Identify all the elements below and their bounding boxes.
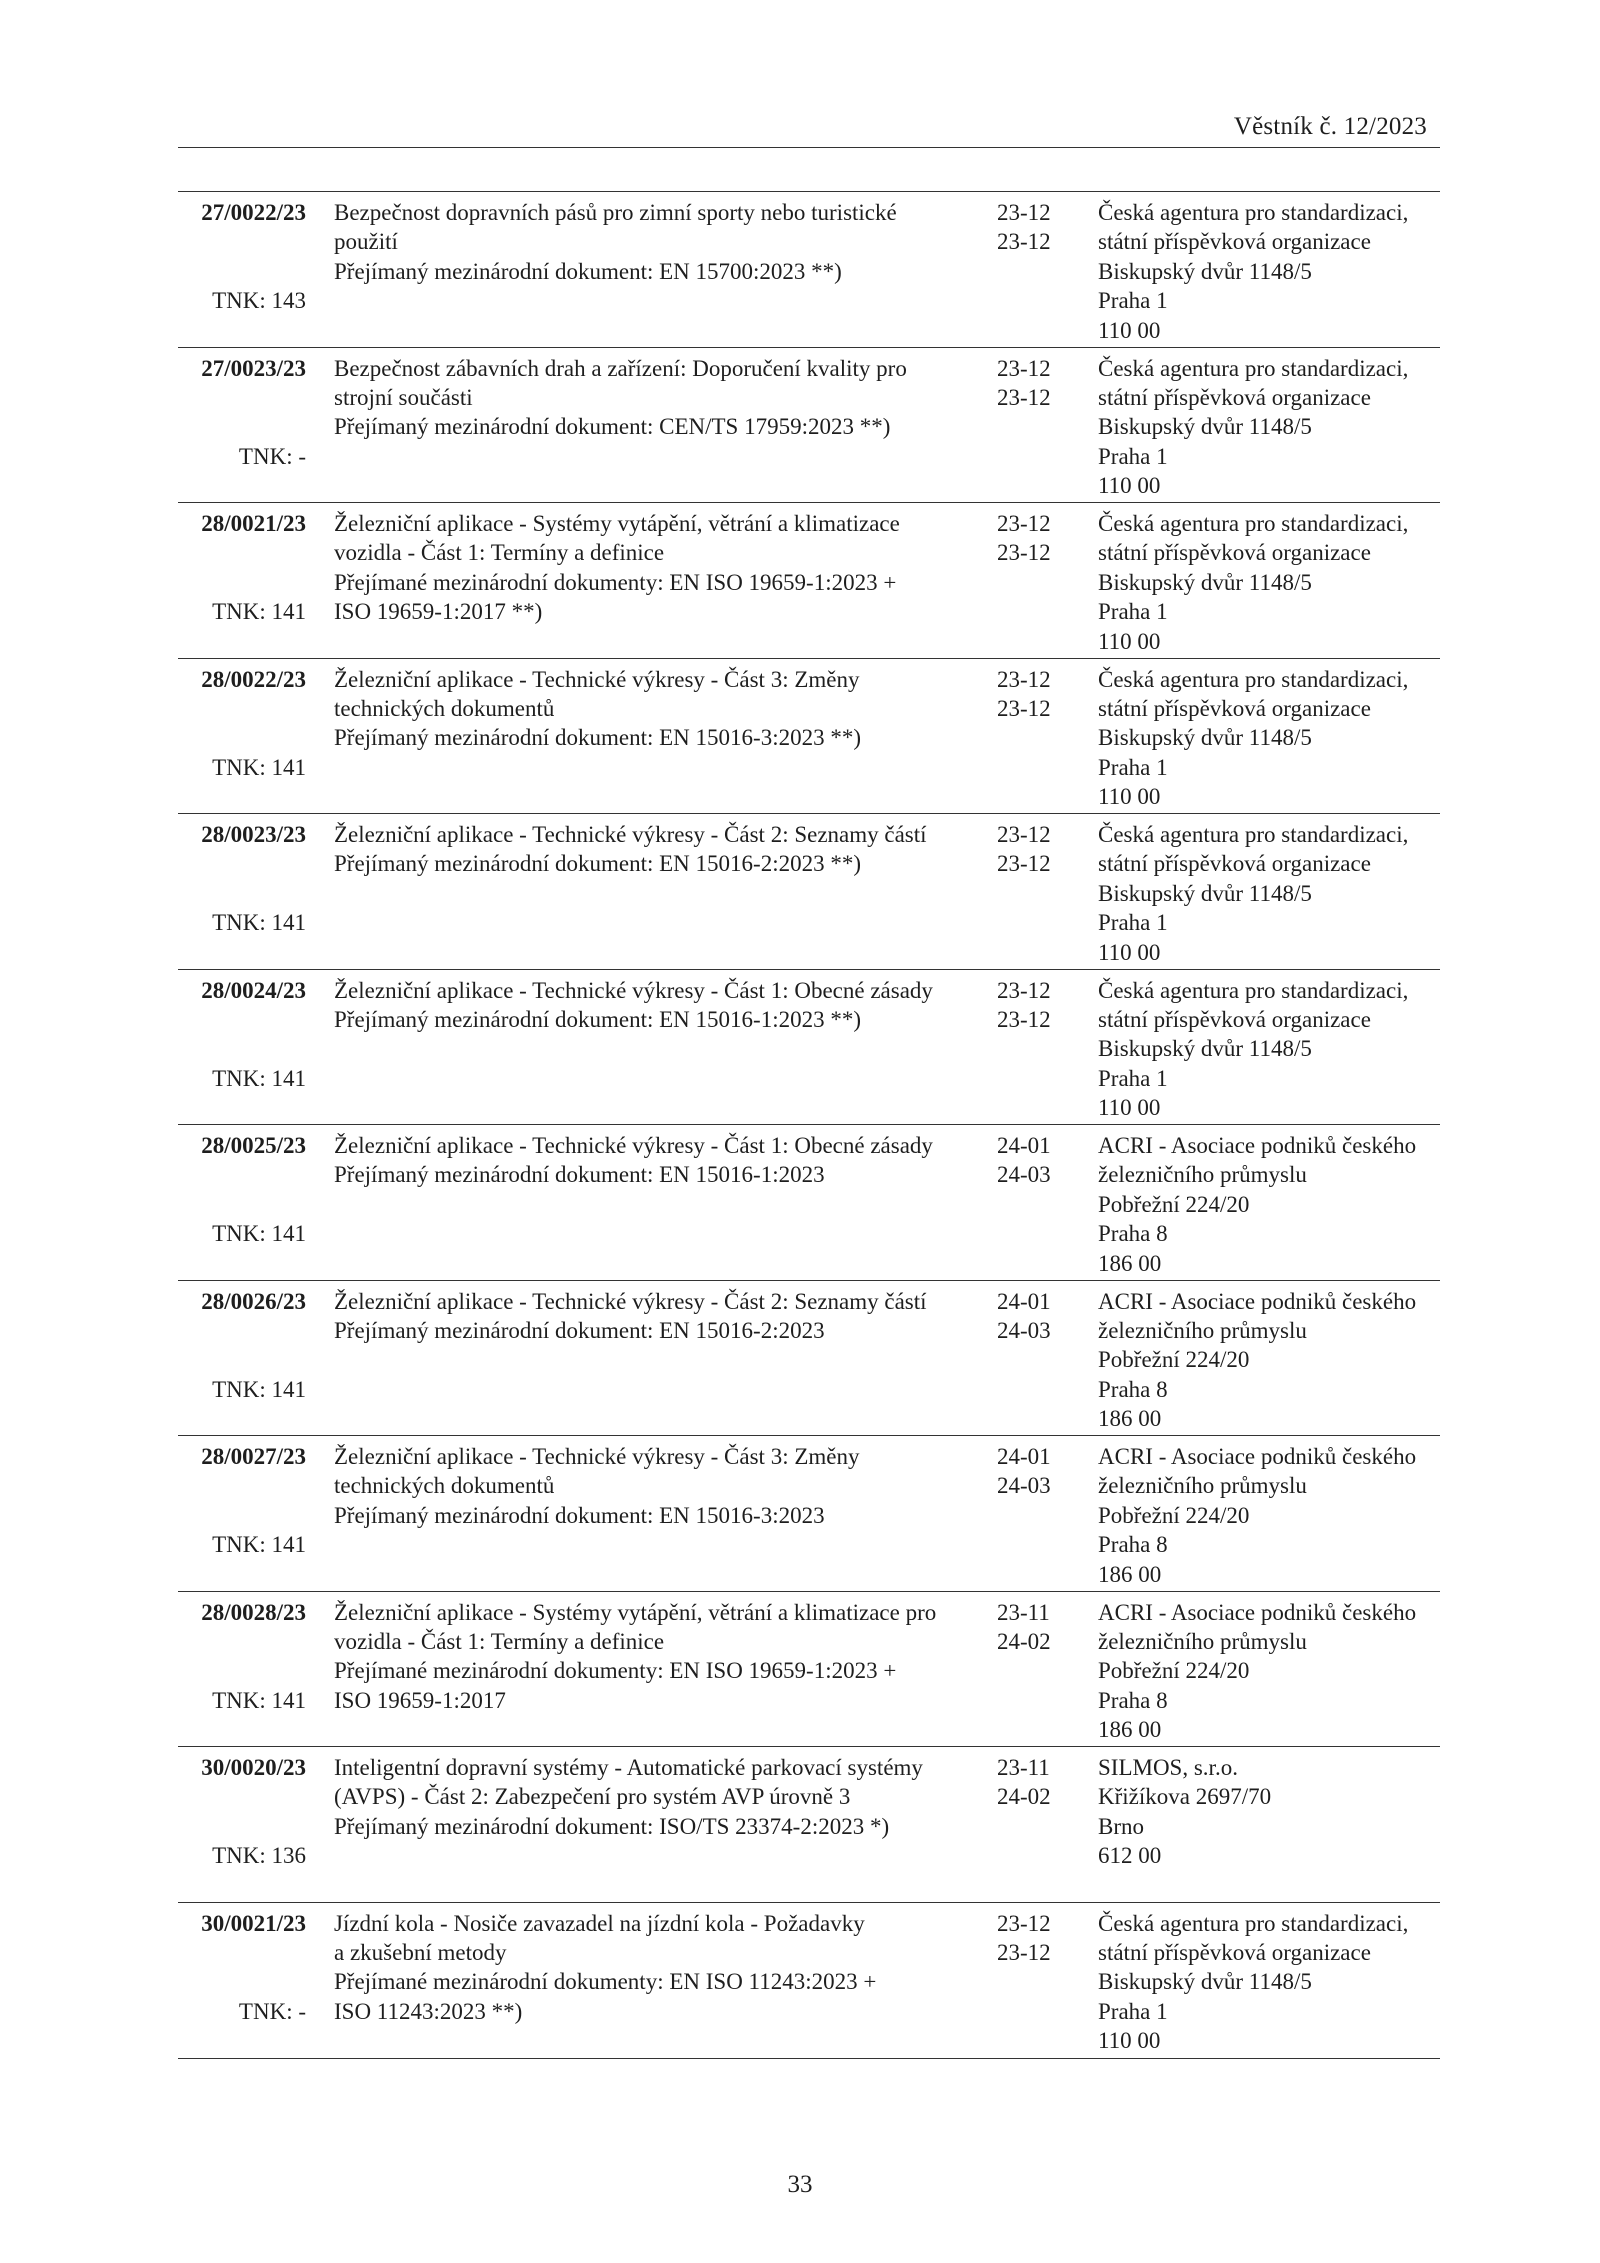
- document-title: [334, 820, 974, 879]
- date-value: 23-12: [997, 355, 1051, 381]
- table-row: [178, 1280, 1440, 1436]
- organization-address: [1098, 1287, 1443, 1434]
- organization-address: [1098, 665, 1443, 812]
- address-line: Biskupský dvůr 1148/5: [1098, 414, 1312, 440]
- tnk-label: TNK: 143: [212, 288, 306, 313]
- organization-address: [1098, 1909, 1443, 2056]
- address-line: 110 00: [1098, 2028, 1161, 2054]
- address-line: Praha 1: [1098, 443, 1168, 469]
- tnk-label: TNK: 141: [212, 1376, 306, 1402]
- address-line: 186 00: [1098, 1250, 1162, 1276]
- table-row: [178, 347, 1440, 503]
- date-value: 23-12: [997, 384, 1051, 410]
- tnk-label: TNK: 141: [212, 1065, 306, 1091]
- table-row: [178, 658, 1440, 814]
- tnk-label: TNK: 141: [212, 754, 306, 780]
- address-line: 110 00: [1098, 1095, 1161, 1121]
- date-value: 24-01: [997, 1444, 1051, 1469]
- dates: [997, 509, 1067, 568]
- date-value: 24-02: [997, 1784, 1051, 1810]
- tnk-label: TNK: 141: [212, 1221, 306, 1246]
- date-value: 23-11: [997, 1599, 1050, 1625]
- address-line: Praha 1: [1098, 288, 1168, 314]
- document-title: [334, 665, 974, 753]
- address-line: Česká agentura pro standardizaci,: [1098, 1910, 1409, 1936]
- address-line: Česká agentura pro standardizaci,: [1098, 355, 1409, 381]
- date-value: 23-12: [997, 1006, 1051, 1032]
- table-row: [178, 502, 1440, 658]
- tnk-label: TNK: 141: [212, 1532, 306, 1557]
- document-title: [334, 976, 974, 1035]
- dates: [997, 354, 1067, 413]
- address-line: Pobřežní 224/20: [1098, 1347, 1250, 1373]
- address-line: Pobřežní 224/20: [1098, 1658, 1250, 1684]
- address-line: Česká agentura pro standardizaci,: [1098, 511, 1409, 536]
- table-row: [178, 191, 1440, 347]
- document-title: [334, 1909, 974, 2027]
- table-row: [178, 1591, 1440, 1747]
- title-line: Železniční aplikace - Technické výkresy - Část 3: Změny: [334, 1444, 860, 1469]
- date-value: 24-03: [997, 1162, 1051, 1188]
- title-line: technických dokumentů: [334, 695, 555, 721]
- address-line: státní příspěvková organizace: [1098, 851, 1371, 877]
- organization-address: [1098, 198, 1443, 345]
- title-line: Železniční aplikace - Technické výkresy - Část 1: Obecné zásady: [334, 1133, 933, 1158]
- document-code: 28/0024/23: [201, 977, 306, 1003]
- address-line: 110 00: [1098, 784, 1161, 810]
- organization-address: [1098, 1598, 1443, 1745]
- dates: [997, 820, 1067, 879]
- date-value: 24-02: [997, 1628, 1051, 1654]
- address-line: SILMOS, s.r.o.: [1098, 1755, 1238, 1780]
- date-value: 23-12: [997, 695, 1051, 721]
- document-title: [334, 1598, 974, 1716]
- tnk-label: TNK: -: [238, 443, 306, 469]
- date-value: 23-12: [997, 1910, 1051, 1936]
- title-line: Přejímaný mezinárodní dokument: EN 15700:2023 **): [334, 258, 842, 284]
- address-line: ACRI - Asociace podniků českého: [1098, 1599, 1417, 1625]
- organization-address: [1098, 509, 1443, 656]
- standards-table: [178, 191, 1440, 2059]
- title-line: Přejímané mezinárodní dokumenty: EN ISO 11243:2023 +: [334, 1969, 877, 1995]
- address-line: 612 00: [1098, 1843, 1162, 1869]
- dates: [997, 1131, 1067, 1190]
- address-line: železničního průmyslu: [1098, 1628, 1307, 1654]
- address-line: státní příspěvková organizace: [1098, 229, 1371, 255]
- table-row: [178, 1435, 1440, 1591]
- address-line: státní příspěvková organizace: [1098, 695, 1371, 721]
- title-line: Železniční aplikace - Systémy vytápění, větrání a klimatizace pro: [334, 1599, 937, 1625]
- address-line: železničního průmyslu: [1098, 1162, 1307, 1188]
- title-line: strojní součásti: [334, 384, 473, 410]
- tnk-label: TNK: -: [238, 1998, 306, 2024]
- address-line: Brno: [1098, 1813, 1144, 1839]
- title-line: a zkušební metody: [334, 1939, 507, 1965]
- title-line: Přejímaný mezinárodní dokument: CEN/TS 17959:2023 **): [334, 414, 891, 440]
- organization-address: [1098, 1442, 1443, 1589]
- address-line: Praha 1: [1098, 754, 1168, 780]
- document-code: 28/0025/23: [201, 1133, 306, 1158]
- dates: [997, 1442, 1067, 1501]
- date-value: 24-03: [997, 1317, 1051, 1343]
- address-line: státní příspěvková organizace: [1098, 384, 1371, 410]
- document-title: [334, 1287, 974, 1346]
- document-title: [334, 1753, 974, 1841]
- date-value: 23-12: [997, 977, 1051, 1003]
- document-code: 27/0023/23: [201, 355, 306, 381]
- date-value: 24-03: [997, 1473, 1051, 1499]
- document-code: 27/0022/23: [201, 200, 306, 225]
- document-code: 28/0021/23: [201, 511, 306, 536]
- title-line: Přejímaný mezinárodní dokument: ISO/TS 23374-2:2023 *): [334, 1813, 890, 1839]
- title-line: technických dokumentů: [334, 1473, 555, 1499]
- table-row: [178, 969, 1440, 1125]
- address-line: Biskupský dvůr 1148/5: [1098, 725, 1312, 751]
- dates: [997, 1909, 1067, 1968]
- organization-address: [1098, 354, 1443, 501]
- address-line: ACRI - Asociace podniků českého: [1098, 1133, 1417, 1158]
- address-line: Praha 8: [1098, 1532, 1168, 1558]
- date-value: 23-12: [997, 666, 1051, 692]
- organization-address: [1098, 1753, 1443, 1871]
- address-line: Biskupský dvůr 1148/5: [1098, 1036, 1312, 1062]
- document-code: 28/0026/23: [201, 1288, 306, 1314]
- address-line: Česká agentura pro standardizaci,: [1098, 200, 1409, 225]
- address-line: 186 00: [1098, 1561, 1162, 1587]
- title-line: ISO 11243:2023 **): [334, 1998, 523, 2024]
- address-line: státní příspěvková organizace: [1098, 1939, 1371, 1965]
- address-line: Praha 1: [1098, 599, 1168, 625]
- date-value: 23-12: [997, 229, 1051, 255]
- address-line: státní příspěvková organizace: [1098, 1006, 1371, 1032]
- address-line: Praha 1: [1098, 1065, 1168, 1091]
- table-row: [178, 1124, 1440, 1280]
- address-line: Pobřežní 224/20: [1098, 1191, 1250, 1217]
- address-line: ACRI - Asociace podniků českého: [1098, 1444, 1417, 1469]
- dates: [997, 1753, 1067, 1812]
- address-line: Česká agentura pro standardizaci,: [1098, 977, 1409, 1003]
- document-title: [334, 509, 974, 627]
- address-line: 110 00: [1098, 939, 1161, 965]
- dates: [997, 976, 1067, 1035]
- title-line: Přejímaný mezinárodní dokument: EN 15016-3:2023 **): [334, 725, 861, 751]
- title-line: Přejímaný mezinárodní dokument: EN 15016-2:2023 **): [334, 851, 861, 877]
- address-line: Praha 8: [1098, 1687, 1168, 1713]
- address-line: železničního průmyslu: [1098, 1473, 1307, 1499]
- table-row: [178, 813, 1440, 969]
- address-line: Praha 1: [1098, 1998, 1168, 2024]
- document-code: 28/0022/23: [201, 666, 306, 692]
- dates: [997, 1287, 1067, 1346]
- title-line: použití: [334, 229, 398, 255]
- table-row: [178, 1902, 1440, 2059]
- address-line: Biskupský dvůr 1148/5: [1098, 258, 1312, 284]
- title-line: Přejímané mezinárodní dokumenty: EN ISO 19659-1:2023 +: [334, 1658, 897, 1684]
- title-line: (AVPS) - Část 2: Zabezpečení pro systém AVP úrovně 3: [334, 1784, 851, 1810]
- page-number: 33: [787, 2171, 813, 2198]
- address-line: železničního průmyslu: [1098, 1317, 1307, 1343]
- title-line: Přejímaný mezinárodní dokument: EN 15016-2:2023: [334, 1317, 825, 1343]
- title-line: Přejímané mezinárodní dokumenty: EN ISO 19659-1:2023 +: [334, 569, 897, 595]
- organization-address: [1098, 976, 1443, 1123]
- address-line: Praha 1: [1098, 910, 1168, 936]
- tnk-label: TNK: 136: [212, 1843, 306, 1868]
- tnk-label: TNK: 141: [212, 599, 306, 624]
- address-line: Pobřežní 224/20: [1098, 1502, 1250, 1528]
- document-title: [334, 1131, 974, 1190]
- document-code: 28/0027/23: [201, 1444, 306, 1469]
- title-line: Bezpečnost zábavních drah a zařízení: Doporučení kvality pro: [334, 355, 907, 381]
- title-line: vozidla - Část 1: Termíny a definice: [334, 540, 665, 566]
- address-line: Česká agentura pro standardizaci,: [1098, 666, 1409, 692]
- document-code: 30/0021/23: [201, 1910, 306, 1936]
- address-line: ACRI - Asociace podniků českého: [1098, 1288, 1417, 1314]
- date-value: 24-01: [997, 1133, 1051, 1158]
- date-value: 23-12: [997, 511, 1051, 536]
- dates: [997, 198, 1067, 257]
- address-line: Biskupský dvůr 1148/5: [1098, 1969, 1312, 1995]
- organization-address: [1098, 820, 1443, 967]
- address-line: Křižíkova 2697/70: [1098, 1784, 1272, 1810]
- address-line: Praha 8: [1098, 1376, 1168, 1402]
- title-line: Přejímaný mezinárodní dokument: EN 15016-1:2023: [334, 1162, 825, 1188]
- date-value: 23-11: [997, 1755, 1050, 1780]
- title-line: Přejímaný mezinárodní dokument: EN 15016-3:2023: [334, 1502, 825, 1528]
- document-code: 30/0020/23: [201, 1755, 306, 1780]
- table-row: [178, 1746, 1440, 1902]
- title-line: Železniční aplikace - Systémy vytápění, větrání a klimatizace: [334, 511, 900, 536]
- dates: [997, 665, 1067, 724]
- date-value: 23-12: [997, 540, 1051, 566]
- document-title: [334, 1442, 974, 1530]
- title-line: ISO 19659-1:2017 **): [334, 599, 543, 625]
- date-value: 23-12: [997, 822, 1051, 847]
- title-line: Železniční aplikace - Technické výkresy - Část 3: Změny: [334, 666, 860, 692]
- address-line: Biskupský dvůr 1148/5: [1098, 569, 1312, 595]
- dates: [997, 1598, 1067, 1657]
- address-line: 110 00: [1098, 628, 1161, 654]
- title-line: Železniční aplikace - Technické výkresy - Část 1: Obecné zásady: [334, 977, 933, 1003]
- address-line: Česká agentura pro standardizaci,: [1098, 822, 1409, 847]
- title-line: vozidla - Část 1: Termíny a definice: [334, 1628, 665, 1654]
- date-value: 23-12: [997, 200, 1051, 225]
- address-line: 186 00: [1098, 1717, 1162, 1743]
- address-line: 186 00: [1098, 1406, 1162, 1432]
- document-title: [334, 354, 974, 442]
- tnk-label: TNK: 141: [212, 910, 306, 935]
- organization-address: [1098, 1131, 1443, 1278]
- title-line: Inteligentní dopravní systémy - Automatické parkovací systémy: [334, 1755, 923, 1780]
- title-line: Jízdní kola - Nosiče zavazadel na jízdní kola - Požadavky: [334, 1910, 865, 1936]
- address-line: Biskupský dvůr 1148/5: [1098, 880, 1312, 906]
- header-title: Věstník č. 12/2023: [1233, 113, 1427, 140]
- address-line: Praha 8: [1098, 1221, 1168, 1247]
- title-line: Přejímaný mezinárodní dokument: EN 15016-1:2023 **): [334, 1006, 861, 1032]
- title-line: Železniční aplikace - Technické výkresy - Část 2: Seznamy částí: [334, 822, 927, 847]
- title-line: Železniční aplikace - Technické výkresy - Část 2: Seznamy částí: [334, 1288, 927, 1314]
- title-line: Bezpečnost dopravních pásů pro zimní sporty nebo turistické: [334, 200, 897, 225]
- document-code: 28/0028/23: [201, 1599, 306, 1625]
- date-value: 24-01: [997, 1288, 1051, 1314]
- address-line: 110 00: [1098, 473, 1161, 499]
- document-title: [334, 198, 974, 286]
- date-value: 23-12: [997, 1939, 1051, 1965]
- document-code: 28/0023/23: [201, 822, 306, 847]
- address-line: státní příspěvková organizace: [1098, 540, 1371, 566]
- address-line: 110 00: [1098, 317, 1161, 343]
- tnk-label: TNK: 141: [212, 1687, 306, 1713]
- header-rule: [178, 147, 1440, 148]
- date-value: 23-12: [997, 851, 1051, 877]
- title-line: ISO 19659-1:2017: [334, 1687, 506, 1713]
